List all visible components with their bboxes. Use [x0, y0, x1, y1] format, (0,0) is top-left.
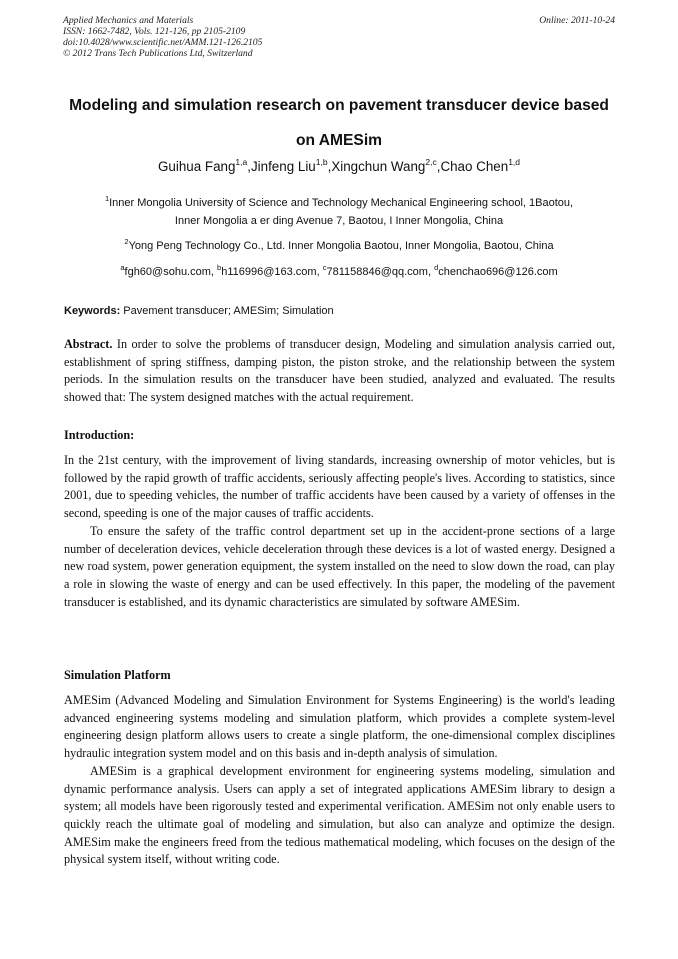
keywords [64, 303, 616, 320]
author: Guihua Fang$^{1,a}$, [157, 157, 251, 174]
doi-line: doi:10.4028/www.scientific.net/AMM.121-126.2105 [63, 37, 263, 48]
paragraph: In the 21st century, with the improvement of living standards, increasing ownership of motor vehicles, but is followed by the rapid growth of traffic accidents, seriously affecting people's lives. According to statistics, since 2001, due to speeding vehicles, the number of traffic accidents have been caused by a variety of offenses in the second, speeding is one of the major causes of traffic accidents. [64, 453, 615, 521]
introduction-heading: Introduction: [64, 428, 135, 442]
abstract-text: In order to solve the problems of transducer design, Modeling and simulation analysis carried out, establishment of spring stiffness, damping piston, the piston stroke, and the relationship between the system periods. In the simulation results on the transducer have been studied, analyzed and evaluated. The results showed that: The system designed matches with the actual requirement. [64, 337, 615, 405]
author: Xingchun Wang$^{2,c}$, [331, 157, 441, 174]
author: Chao Chen$^{1,d}$ [440, 157, 521, 174]
simulation-platform-heading: Simulation Platform [64, 668, 171, 682]
journal-name: Applied Mechanics and Materials [63, 15, 194, 26]
affiliation-2: $^2$Yong Peng Technology Co., Ltd. Inner Mongolia Baotou, Inner Mongolia, Baotou, China [124, 237, 554, 252]
issn-line: ISSN: 1662-7482, Vols. 121-126, pp 2105-2109 [63, 26, 246, 37]
title-line-2: on AMESim [295, 132, 383, 149]
journal-header [63, 15, 615, 59]
keywords-text: Pavement transducer; AMESim; Simulation [120, 305, 334, 317]
affiliation-1: $^1$Inner Mongolia University of Science and Technology Mechanical Engineering school, 1Baotou, Inner Mongolia a er ding Avenue 7, Baotou, I Inner Mongolia, China [104, 194, 574, 227]
introduction-section [64, 452, 615, 611]
paper-title [40, 88, 638, 158]
abstract [64, 336, 615, 407]
simulation-platform-section [64, 692, 615, 869]
email: $^b$h116996@163.com, [217, 263, 323, 278]
author: Jinfeng Liu$^{1,b}$, [250, 157, 332, 174]
online-date: Online: 2011-10-24 [539, 15, 615, 26]
paragraph: AMESim (Advanced Modeling and Simulation Environment for Systems Engineering) is the world's leading advanced engineering systems modeling and simulation platform, which provides a complete system-level engineering design platform allows users to create a single platform, the one-dimensional complex disciplines hydraulic integration system model and on this basis and in-depth analysis of simulation. [64, 693, 615, 761]
copyright-line: © 2012 Trans Tech Publications Ltd, Switzerland [63, 48, 253, 59]
author-list [40, 157, 638, 177]
title-line-1: Modeling and simulation research on pavement transducer device based [69, 97, 609, 114]
paragraph: To ensure the safety of the traffic control department set up in the accident-prone sections of a large number of deceleration devices, vehicle deceleration through these devices is a lot of wasted energy. Designed a new road system, power generation equipment, the system installed on the need to slow down the road, can play a role in slowing the waste of energy and can be used effectively. In this paper, the modeling of the pavement transducer is established, and its dynamic characteristics are simulated by software AMESim. [64, 523, 615, 609]
paragraph: AMESim is a graphical development environment for engineering systems modeling, simulation and dynamic performance analysis. Users can apply a set of integrated applications AMESim library to design a system; all models have been rigorously tested and experimental verification. AMESim not only enable users to quickly reach the ultimate goal of modeling and simulation, but also can analyze and optimize the design. AMESim make the engineers freed from the tedious mathematical modeling, which focuses on the design of the physical system itself, without writing code. [64, 763, 615, 867]
keywords-label: Keywords: [64, 305, 121, 317]
email: $^d$chenchao696@126.com [434, 263, 558, 278]
email: $^a$fgh60@sohu.com, [120, 263, 218, 278]
author-emails [60, 263, 618, 281]
email: $^c$781158846@qq.com, [322, 263, 435, 278]
abstract-label: Abstract. [64, 337, 113, 351]
